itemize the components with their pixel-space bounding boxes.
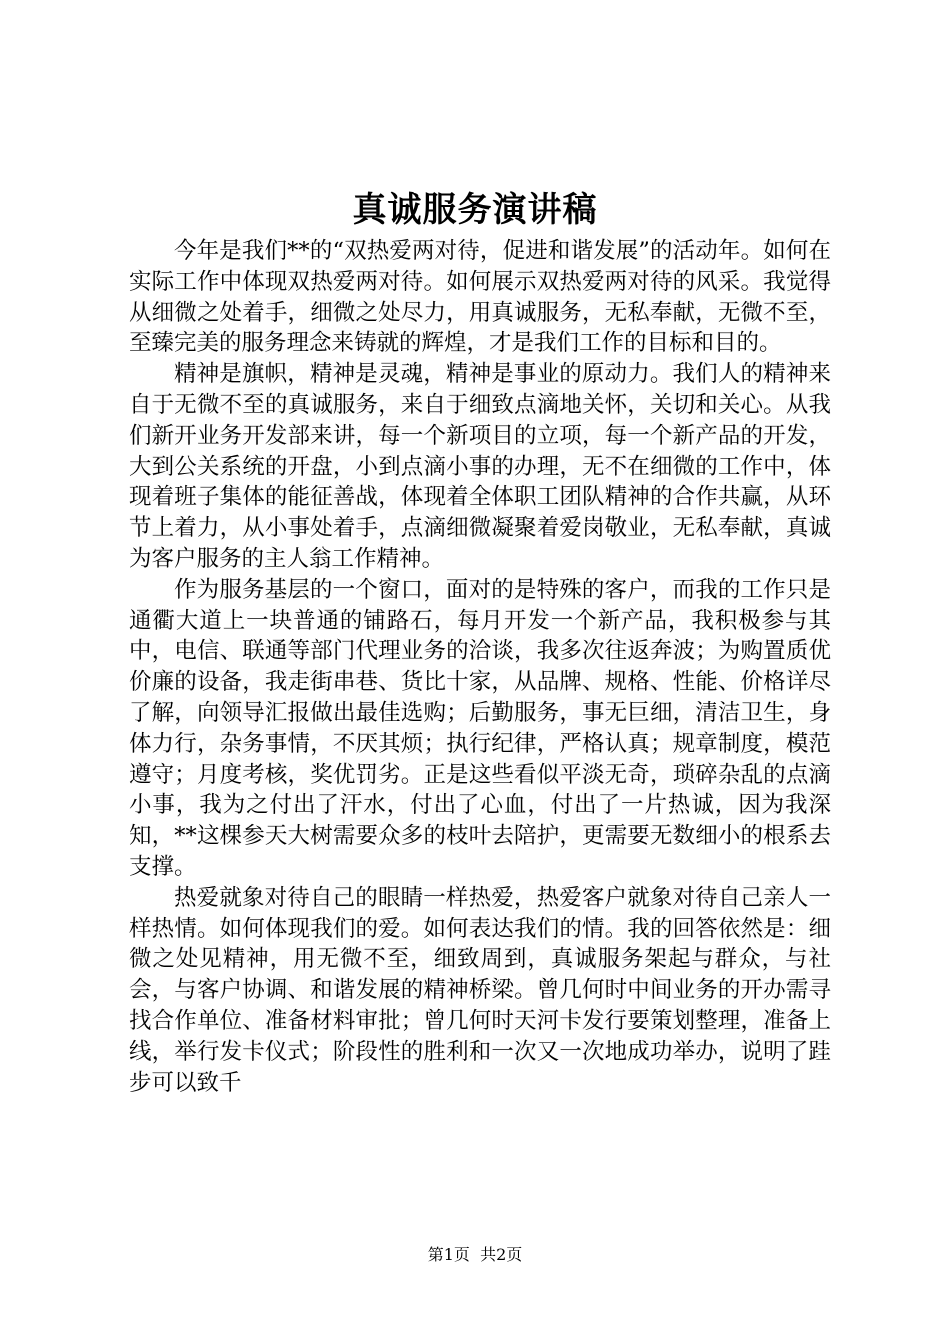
page-footer [0, 1244, 950, 1266]
document-title: 真诚服务演讲稿 [352, 190, 598, 230]
paragraph: 热爱就象对待自己的眼睛一样热爱，热爱客户就象对待自己亲人一样热情。如何体现我们的爱。如何表达我们的情。我的回答依然是：细微之处见精神，用无微不至，细致周到，真诚服务架起与群众，与社会，与客户协调、和谐发展的精神桥梁。曾几何时中间业务的开办需寻找合作单位、准备材料审批；曾几何时天河卡发行要策划整理，准备上线，举行发卡仪式；阶段性的胜利和一次又一次地成功举办，说明了跬步可以致千 [129, 884, 831, 1096]
paragraph: 作为服务基层的一个窗口，面对的是特殊的客户，而我的工作只是通衢大道上一块普通的铺路石，每月开发一个新产品，我积极参与其中，电信、联通等部门代理业务的洽谈，我多次往返奔波；为购置质优价廉的设备，我走街串巷、货比十家，从品牌、规格、性能、价格详尽了解，向领导汇报做出最佳选购；后勤服务，事无巨细，清洁卫生，身体力行，杂务事情，不厌其烦；执行纪律，严格认真；规章制度，模范遵守；月度考核，奖优罚劣。正是这些看似平淡无奇，琐碎杂乱的点滴小事，我为之付出了汗水，付出了心血，付出了一片热诚，因为我深知，**这棵参天大树需要众多的枝叶去陪护，更需要无数细小的根系去支撑。 [129, 576, 831, 880]
paragraph: 今年是我们**的“双热爱两对待，促进和谐发展”的活动年。如何在实际工作中体现双热爱两对待。如何展示双热爱两对待的风采。我觉得从细微之处着手，细微之处尽力，用真诚服务，无私奉献，无微不至，至臻完美的服务理念来铸就的辉煌，才是我们工作的目标和目的。 [129, 238, 831, 357]
page-total: 共2页 [480, 1245, 523, 1264]
footer-spacer [470, 1245, 480, 1264]
page-number: 第1页 [427, 1245, 470, 1264]
paragraph: 精神是旗帜，精神是灵魂，精神是事业的原动力。我们人的精神来自于无微不至的真诚服务，来自于细致点滴地关怀，关切和关心。从我们新开业务开发部来讲，每一个新项目的立项，每一个新产品的开发，大到公关系统的开盘，小到点滴小事的办理，无不在细微的工作中，体现着班子集体的能征善战，体现着全体职工团队精神的合作共赢，从环节上着力，从小事处着手，点滴细微凝聚着爱岗敬业，无私奉献，真诚为客户服务的主人翁工作精神。 [129, 361, 831, 572]
document-body [129, 236, 831, 1098]
